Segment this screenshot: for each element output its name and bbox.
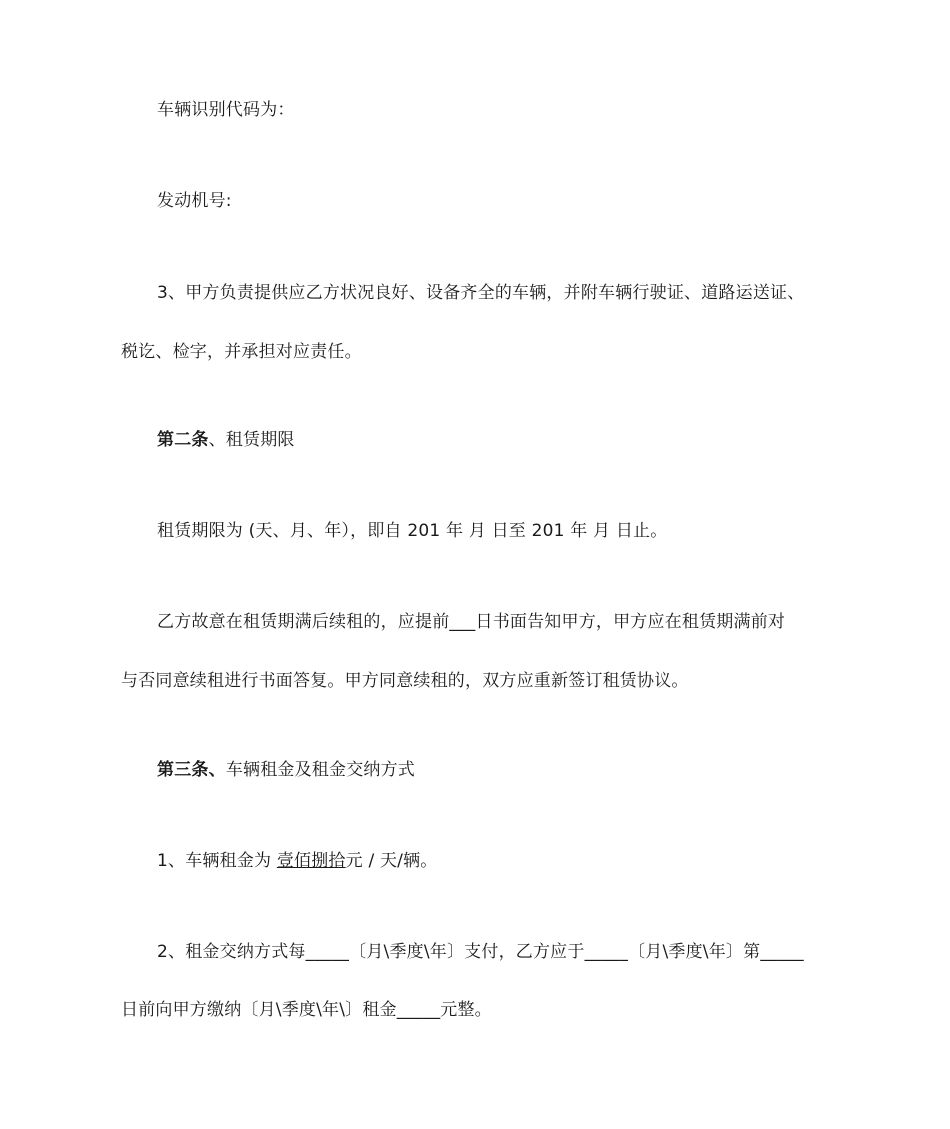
article2-title: 、租赁期限: [208, 430, 295, 450]
rent-item1-prefix: 1、车辆租金为: [157, 851, 277, 871]
lease-term-line: 租赁期限为 (天、月、年），即自 201 年 月 日至 201 年 月 日止。: [157, 521, 668, 541]
rent-item1-suffix: 元 / 天/辆。: [345, 851, 438, 871]
renewal-line2: 与否同意续租进行书面答复。甲方同意续租的，双方应重新签订租赁协议。: [121, 671, 689, 691]
article3-title: 车辆租金及租金交纳方式: [225, 760, 416, 780]
renewal-line1: 乙方故意在租赁期满后续租的，应提前___日书面告知甲方，甲方应在租赁期满前对: [157, 612, 786, 632]
article2-heading: [157, 428, 295, 452]
engine-number-label: 发动机号:: [157, 191, 232, 211]
rent-amount: 壹佰捌拾: [276, 851, 346, 871]
article2-number: 第二条: [157, 430, 209, 450]
clause1-item3-line2: 税讫、检字，并承担对应责任。: [121, 342, 362, 362]
article3-heading: [157, 758, 415, 782]
clause1-item3-line1: 3、甲方负责提供应乙方状况良好、设备齐全的车辆，并附车辆行驶证、道路运送证、: [157, 283, 805, 303]
vin-label: 车辆识别代码为：: [157, 100, 295, 120]
rent-item1: [157, 849, 438, 873]
rent-item2-line1: 2、租金交纳方式每_____〔月\季度\年〕支付，乙方应于_____〔月\季度\年〕第_____: [157, 942, 804, 962]
rent-item2-line2: 日前向甲方缴纳〔月\季度\年\〕租金_____元整。: [121, 1000, 492, 1020]
article3-number: 第三条、: [157, 760, 226, 780]
